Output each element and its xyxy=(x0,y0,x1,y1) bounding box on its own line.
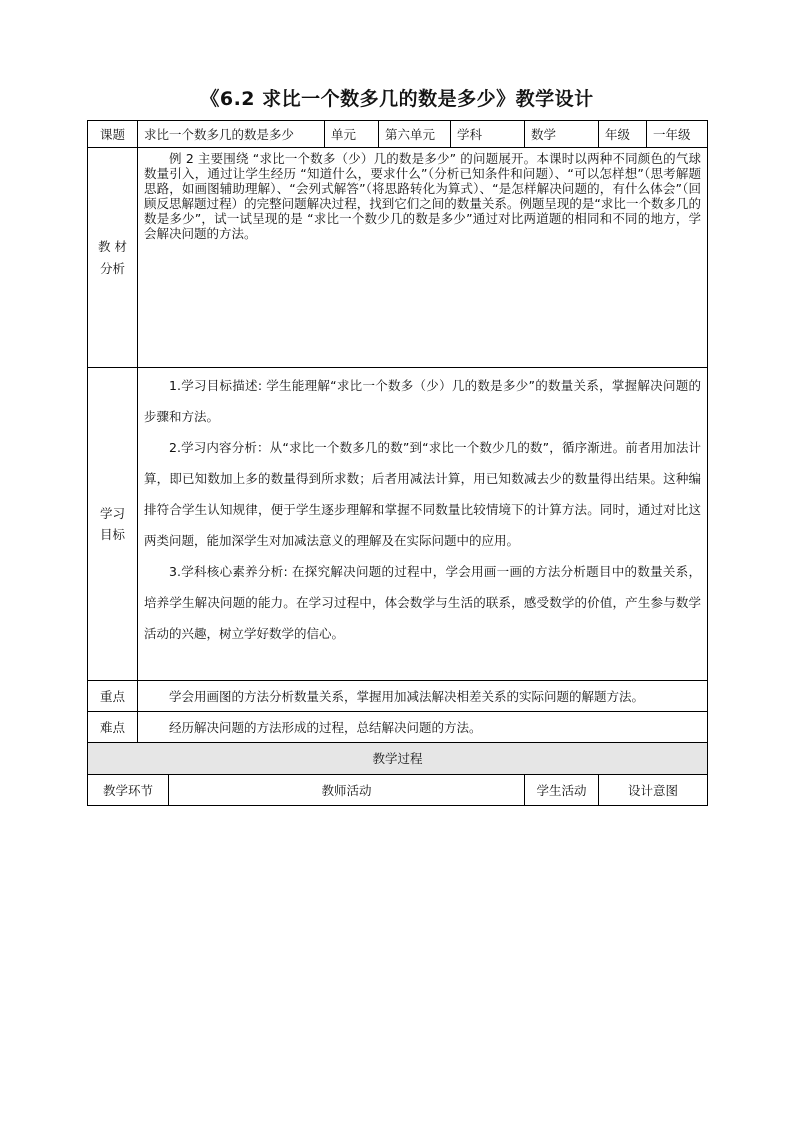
objective-item: 2.学习内容分析：从“求比一个数多几的数”到“求比一个数少几的数”，循序渐进。前者用加法计算，即已知数加上多的数量得到所求数；后者用减法计算，用已知数减去少的数量得出结果。这种编排符合学生认知规律，便于学生逐步理解和掌握不同数量比较情境下的计算方法。同时，通过对比这两类问题，能加深学生对加减法意义的理解及在实际问题中的应用。 xyxy=(144,440,702,548)
difficulty-label: 难点 xyxy=(88,712,138,743)
analysis-text: 例 2 主要围绕 “求比一个数多（少）几的数是多少” 的问题展开。本课时以两种不同颜色的气球数量引入，通过让学生经历 “知道什么，要求什么”（分析已知条件和问题）、“可以怎样想”（思考解题思路，如画图辅助理解）、“会列式解答”（将思路转化为算式）、“是怎样解决问题的，有什么体会”（回顾反思解题过程）的完整问题解决过程，找到它们之间的数量关系。例题呈现的是“求比一个数多几的数是多少”，试一试呈现的是 “求比一个数少几的数是多少”通过对比两道题的相同和不同的地方，学会解决问题的方法。 xyxy=(144,151,702,241)
column-design-intent: 设计意图 xyxy=(599,775,708,806)
topic-value: 求比一个数多几的数是多少 xyxy=(138,121,325,148)
unit-value: 第六单元 xyxy=(379,121,451,148)
topic-label: 课题 xyxy=(88,121,138,148)
key-point-label: 重点 xyxy=(88,681,138,712)
key-point-row xyxy=(88,681,708,712)
analysis-label xyxy=(88,148,138,368)
subject-label: 学科 xyxy=(451,121,525,148)
process-title-row xyxy=(88,743,708,775)
column-student-activity: 学生活动 xyxy=(525,775,599,806)
analysis-label-line1: 教 材 xyxy=(98,239,127,255)
difficulty-text: 经历解决问题的方法形成的过程，总结解决问题的方法。 xyxy=(138,712,708,743)
objectives-label-line1: 学习 xyxy=(99,505,125,521)
objectives-label-line2: 目标 xyxy=(99,527,125,542)
header-row xyxy=(88,121,708,148)
grade-value: 一年级 xyxy=(647,121,708,148)
objectives-content xyxy=(138,368,708,681)
objective-item: 3.学科核心素养分析: 在探究解决问题的过程中，学会用画一画的方法分析题目中的数量关系，培养学生解决问题的能力。在学习过程中，体会数学与生活的联系，感受数学的价值，产生参与数学活动的兴趣，树立学好数学的信心。 xyxy=(144,564,702,641)
grade-label: 年级 xyxy=(599,121,647,148)
analysis-label-line2: 分析 xyxy=(99,260,125,276)
column-teacher-activity: 教师活动 xyxy=(169,775,525,806)
process-title: 教学过程 xyxy=(88,743,708,775)
subject-value: 数学 xyxy=(525,121,599,148)
analysis-row xyxy=(88,148,708,368)
key-point-text: 学会用画图的方法分析数量关系，掌握用加减法解决相差关系的实际问题的解题方法。 xyxy=(138,681,708,712)
unit-label: 单元 xyxy=(325,121,379,148)
objectives-label xyxy=(88,368,138,681)
objective-item: 1.学习目标描述: 学生能理解“求比一个数多（少）几的数是多少”的数量关系，掌握解决问题的步骤和方法。 xyxy=(144,378,702,424)
process-columns-row xyxy=(88,775,708,806)
lesson-plan-table xyxy=(87,120,708,806)
objectives-row xyxy=(88,368,708,681)
difficulty-row xyxy=(88,712,708,743)
analysis-content xyxy=(138,148,708,368)
document-title: 《6.2 求比一个数多几的数是多少》教学设计 xyxy=(200,88,594,110)
column-stage: 教学环节 xyxy=(88,775,169,806)
